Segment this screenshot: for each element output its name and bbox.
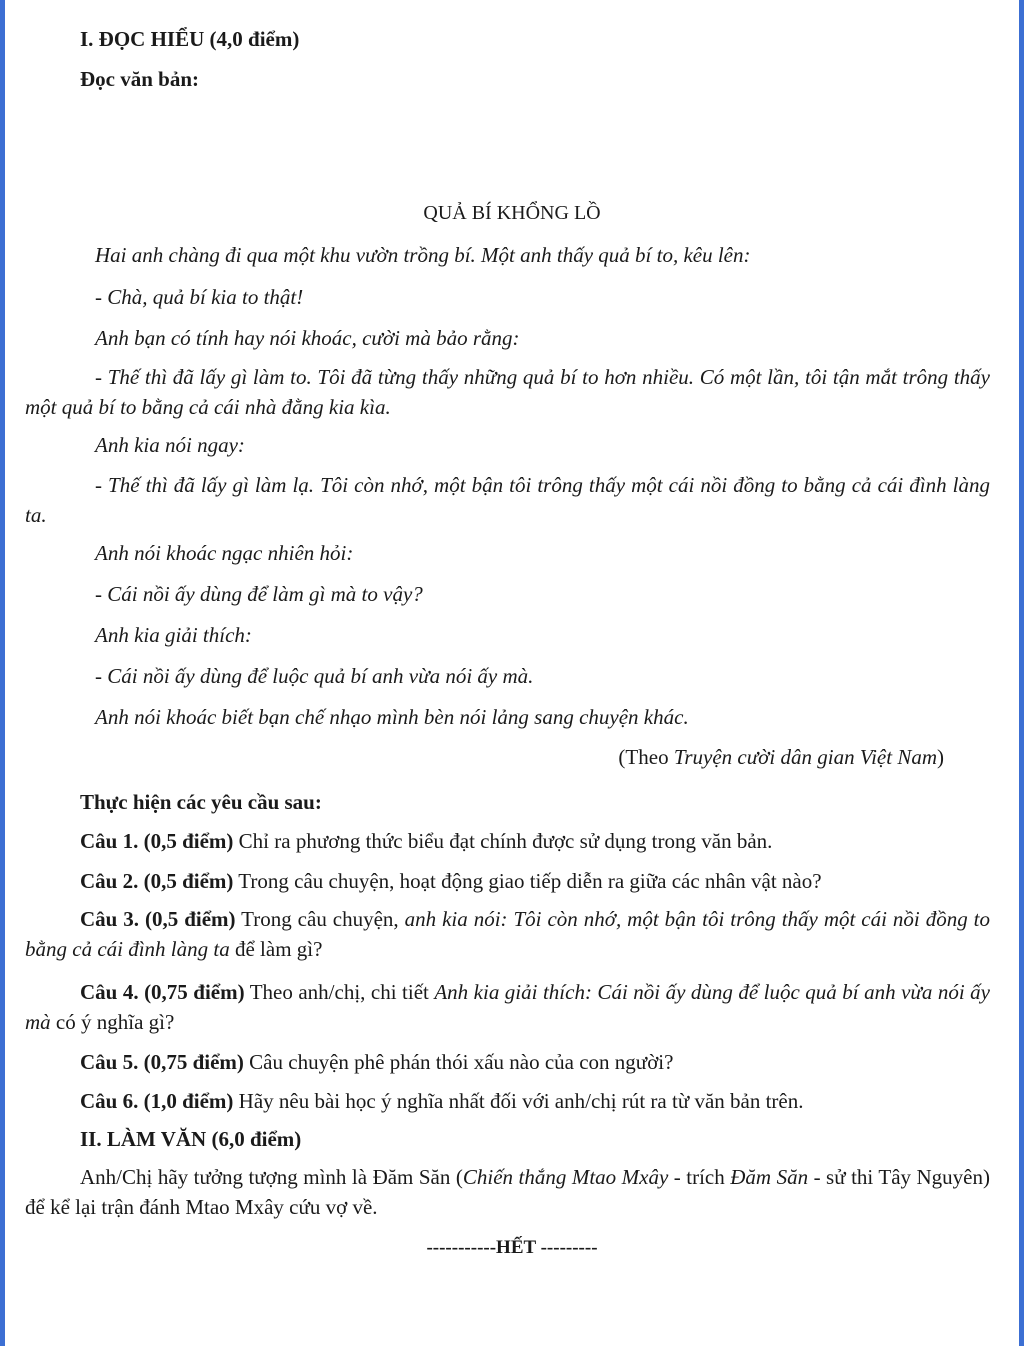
story-paragraph: Hai anh chàng đi qua một khu vườn trồng bí. Một anh thấy quả bí to, kêu lên: bbox=[95, 243, 751, 267]
story-paragraph: Anh bạn có tính hay nói khoác, cười mà bảo rằng: bbox=[95, 326, 520, 350]
story-paragraph: Anh kia nói ngay: bbox=[95, 433, 245, 457]
question-6: Câu 6. (1,0 điểm) Hãy nêu bài học ý nghĩa nhất đối với anh/chị rút ra từ văn bản trên. bbox=[80, 1089, 804, 1113]
question-4: Câu 4. (0,75 điểm) Theo anh/chị, chi tiết Anh kia giải thích: Cái nồi ấy dùng để luộc quả bí anh vừa nói ấy mà có ý nghĩa gì? bbox=[25, 980, 990, 1034]
story-paragraph: Anh kia giải thích: bbox=[95, 623, 252, 647]
part1-heading: I. ĐỌC HIỂU (4,0 điểm) bbox=[80, 27, 300, 51]
story-paragraph: - Cái nồi ấy dùng để luộc quả bí anh vừa nói ấy mà. bbox=[95, 664, 534, 688]
story-paragraph: Anh nói khoác biết bạn chế nhạo mình bèn nói lảng sang chuyện khác. bbox=[95, 705, 689, 729]
story-source: (Theo Truyện cười dân gian Việt Nam) bbox=[618, 745, 944, 769]
question-5: Câu 5. (0,75 điểm) Câu chuyện phê phán thói xấu nào của con người? bbox=[80, 1050, 674, 1074]
end-mark: -----------HẾT --------- bbox=[426, 1237, 598, 1258]
essay-prompt: Anh/Chị hãy tưởng tượng mình là Đăm Săn (Chiến thắng Mtao Mxây - trích Đăm Săn - sử thi Tây Nguyên) để kể lại trận đánh Mtao Mxây cứu vợ về. bbox=[25, 1165, 990, 1219]
question-1: Câu 1. (0,5 điểm) Chỉ ra phương thức biểu đạt chính được sử dụng trong văn bản. bbox=[80, 829, 773, 853]
question-2: Câu 2. (0,5 điểm) Trong câu chuyện, hoạt động giao tiếp diễn ra giữa các nhân vật nào? bbox=[80, 869, 822, 893]
story-paragraph: - Cái nồi ấy dùng để làm gì mà to vậy? bbox=[95, 582, 423, 606]
story-paragraph: Anh nói khoác ngạc nhiên hỏi: bbox=[95, 541, 354, 565]
story-title: QUẢ BÍ KHỔNG LỒ bbox=[423, 202, 601, 224]
story-paragraph: - Chà, quả bí kia to thật! bbox=[95, 285, 304, 309]
story-paragraph: - Thế thì đã lấy gì làm to. Tôi đã từng thấy những quả bí to hơn nhiều. Có một lần, tôi tận mắt trông thấy một quả bí to bằng cả cái nhà đằng kia kìa. bbox=[25, 365, 990, 419]
story-paragraph: - Thế thì đã lấy gì làm lạ. Tôi còn nhớ, một bận tôi trông thấy một cái nồi đồng to bằng cả cái đình làng ta. bbox=[25, 473, 990, 527]
tasks-heading: Thực hiện các yêu cầu sau: bbox=[80, 790, 322, 814]
question-3: Câu 3. (0,5 điểm) Trong câu chuyện, anh kia nói: Tôi còn nhớ, một bận tôi trông thấy một cái nồi đồng to bằng cả cái đình làng ta để làm gì? bbox=[25, 907, 990, 961]
read-text-label: Đọc văn bản: bbox=[80, 67, 200, 91]
part2-heading: II. LÀM VĂN (6,0 điểm) bbox=[80, 1127, 302, 1151]
